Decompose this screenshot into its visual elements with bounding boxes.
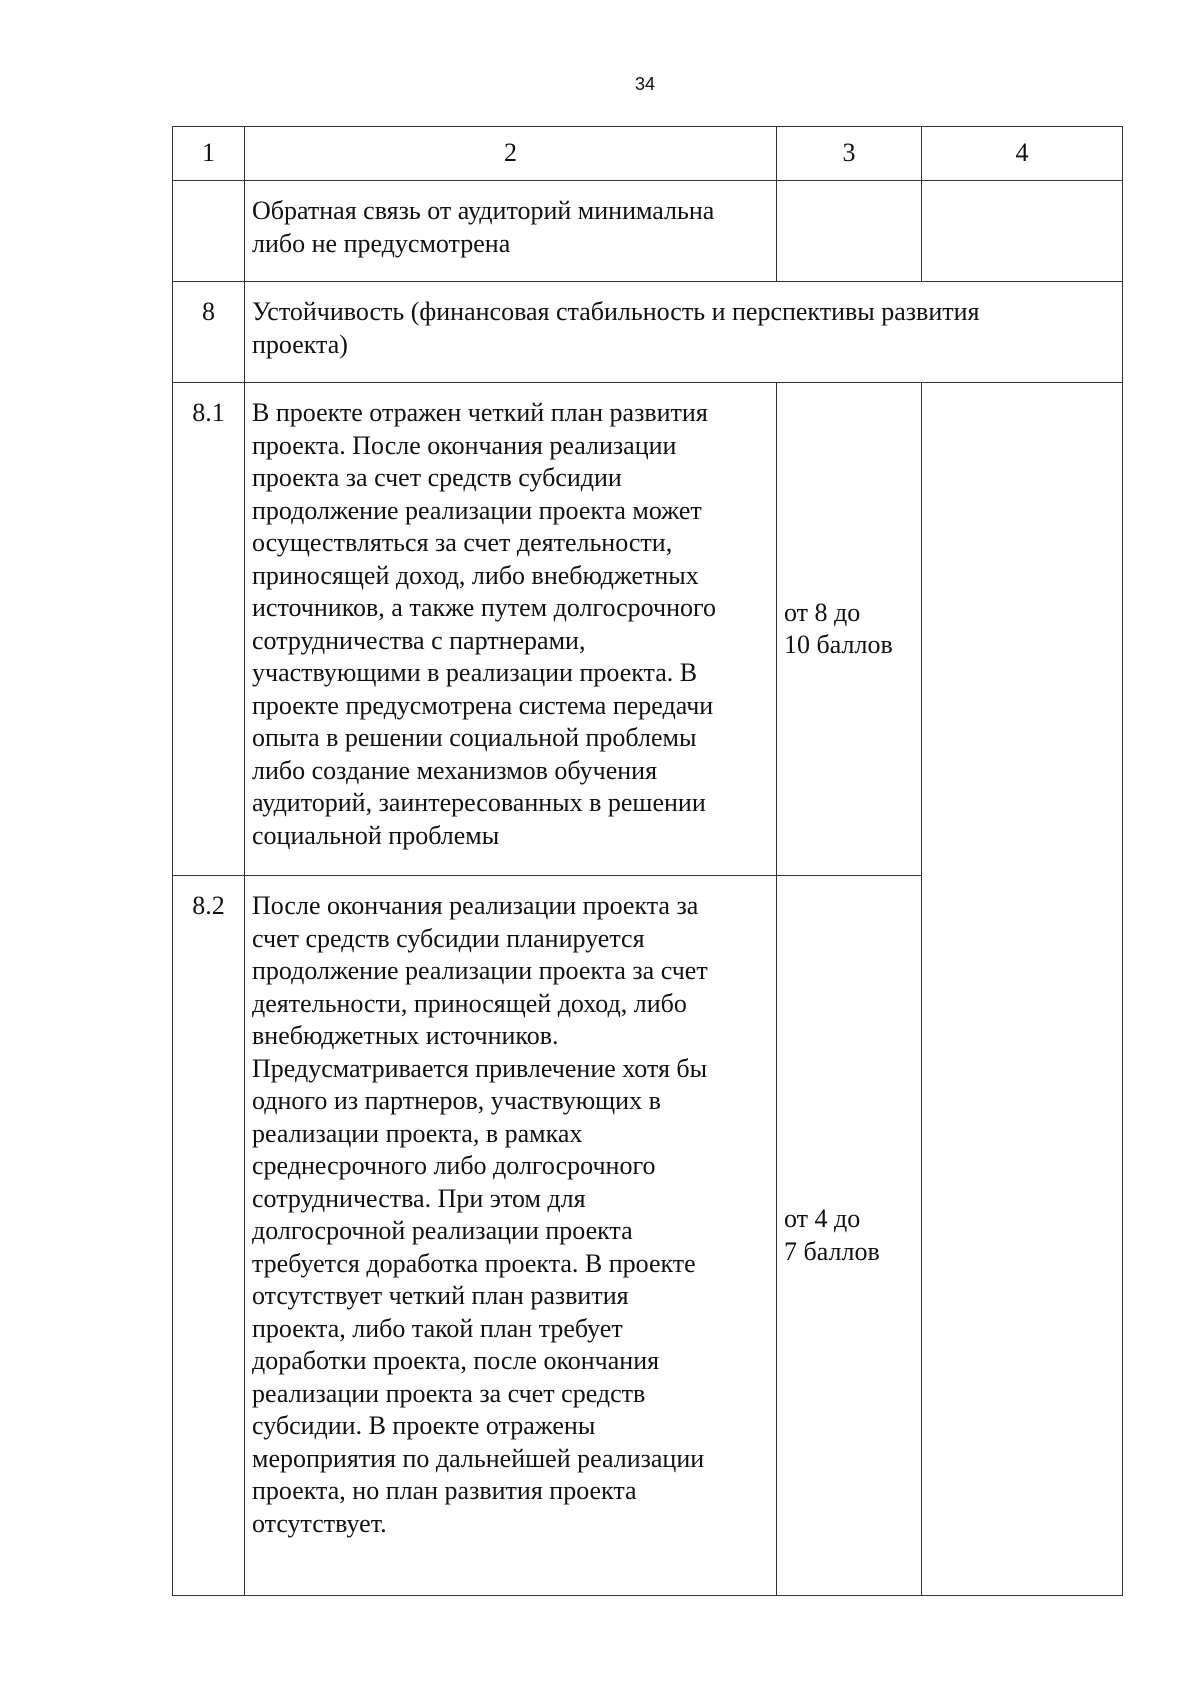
score-cell xyxy=(777,181,922,282)
header-cell-3: 3 xyxy=(777,127,922,181)
table-header-row xyxy=(173,127,1123,181)
row-number-cell: 8.2 xyxy=(173,876,245,1596)
section-number-cell: 8 xyxy=(173,282,245,383)
criterion-text-cell: Обратная связь от аудиторий минимальна либо не предусмотрена xyxy=(245,181,777,282)
criteria-table xyxy=(172,126,1123,1596)
score-cell: от 4 до 7 баллов xyxy=(777,876,922,1596)
table-row xyxy=(173,383,1123,876)
table-row-section xyxy=(173,282,1123,383)
table-row xyxy=(173,181,1123,282)
criterion-text-cell: В проекте отражен четкий план развития проекта. После окончания реализации проекта за счет средств субсидии продолжение реализации проекта может осуществляться за счет деятельности, приносящей доход, либо внебюджетных источников, а также путем долгосрочного сотрудничества с партнерами, участвующими в реализации проекта. В проекте предусмотрена система передачи опыта в решении социальной проблемы либо создание механизмов обучения аудиторий, заинтересованных в решении социальной проблемы xyxy=(245,383,777,876)
header-cell-2: 2 xyxy=(245,127,777,181)
criterion-text-cell: После окончания реализации проекта за счет средств субсидии планируется продолжение реализации проекта за счет деятельности, приносящей доход, либо внебюджетных источников. Предусматривается привлечение хотя бы одного из партнеров, участвующих в реализации проекта, в рамках среднесрочного либо долгосрочного сотрудничества. При этом для долгосрочной реализации проекта требуется доработка проекта. В проекте отсутствует четкий план развития проекта, либо такой план требует доработки проекта, после окончания реализации проекта за счет средств субсидии. В проекте отражены мероприятия по дальнейшей реализации проекта, но план развития проекта отсутствует. xyxy=(245,876,777,1596)
empty-cell xyxy=(922,181,1123,282)
row-number-cell xyxy=(173,181,245,282)
section-title-cell: Устойчивость (финансовая стабильность и перспективы развития проекта) xyxy=(245,282,1123,383)
row-number-cell: 8.1 xyxy=(173,383,245,876)
header-cell-4: 4 xyxy=(922,127,1123,181)
page-number: 34 xyxy=(634,74,656,94)
empty-cell xyxy=(922,383,1123,1596)
header-cell-1: 1 xyxy=(173,127,245,181)
score-cell: от 8 до 10 баллов xyxy=(777,383,922,876)
